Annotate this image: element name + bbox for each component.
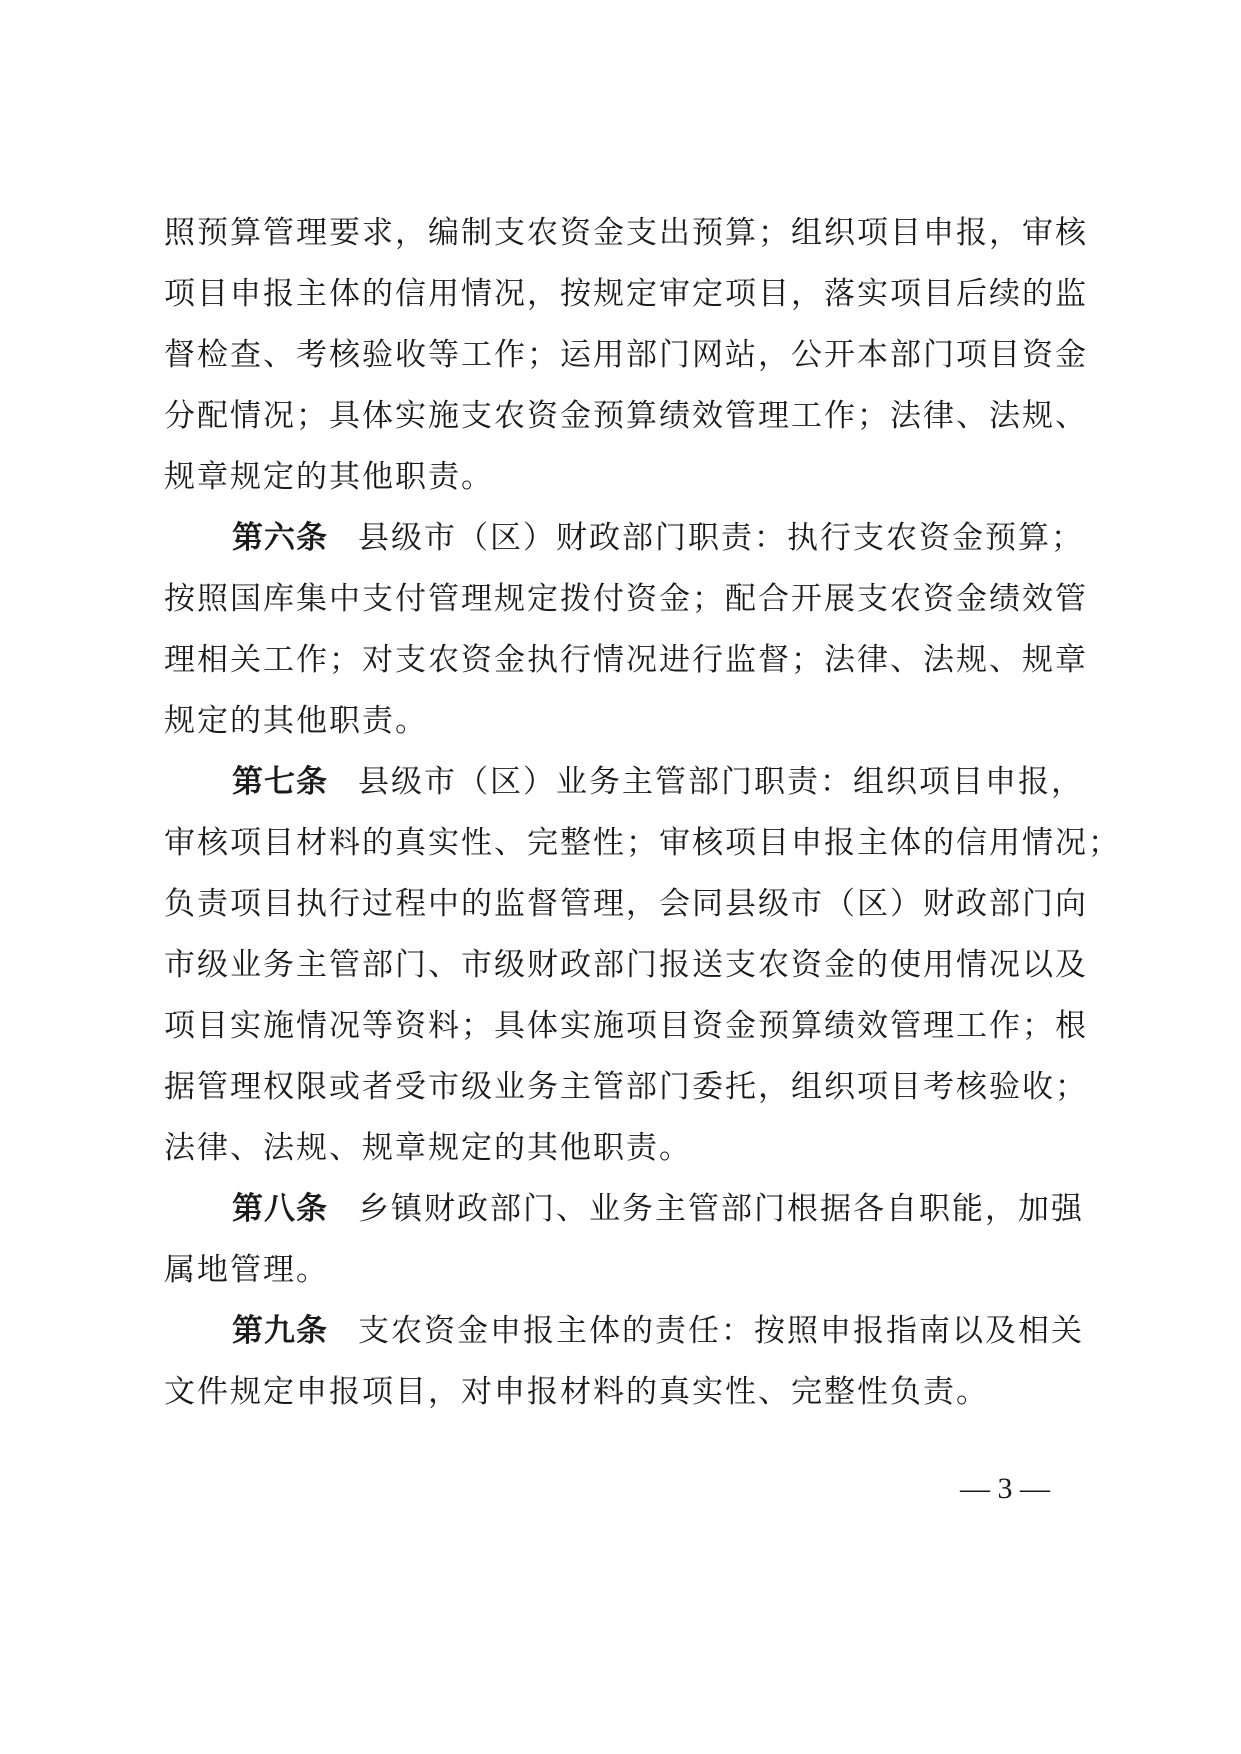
text-line: 照预算管理要求，编制支农资金支出预算；组织项目申报，审核 <box>164 215 1088 251</box>
text-line <box>164 752 1084 813</box>
text-line: 项目申报主体的信用情况，按规定审定项目，落实项目后续的监 <box>164 276 1088 312</box>
article-number: 第六条 <box>232 520 328 556</box>
paragraph-article-9 <box>164 1301 1084 1423</box>
document-body <box>164 203 1121 1423</box>
text-line: 审核项目材料的真实性、完整性；审核项目申报主体的信用情况； <box>164 825 1121 861</box>
article-number: 第七条 <box>232 764 328 800</box>
text-line: 理相关工作；对支农资金执行情况进行监督；法律、法规、规章 <box>164 642 1088 678</box>
text-span: 县级市（区）业务主管部门职责：组织项目申报， <box>358 764 1084 800</box>
text-line: 按照国库集中支付管理规定拨付资金；配合开展支农资金绩效管 <box>164 581 1088 617</box>
text-line: 负责项目执行过程中的监督管理，会同县级市（区）财政部门向 <box>164 886 1088 922</box>
text-line <box>164 1301 1084 1362</box>
text-span: 乡镇财政部门、业务主管部门根据各自职能，加强 <box>358 1191 1084 1227</box>
article-number: 第九条 <box>232 1313 328 1349</box>
text-line: 督检查、考核验收等工作；运用部门网站，公开本部门项目资金 <box>164 337 1088 373</box>
text-line: 规定的其他职责。 <box>164 703 428 739</box>
paragraph-article-7 <box>164 752 1121 1179</box>
text-line: 属地管理。 <box>164 1252 329 1288</box>
page-number: — 3 — <box>960 1472 1050 1505</box>
text-line: 项目实施情况等资料；具体实施项目资金预算绩效管理工作；根 <box>164 1008 1088 1044</box>
paragraph-article-6 <box>164 508 1088 752</box>
text-line: 规章规定的其他职责。 <box>164 459 494 495</box>
paragraph-article-8 <box>164 1179 1084 1301</box>
paragraph <box>164 203 1088 508</box>
text-line: 市级业务主管部门、市级财政部门报送支农资金的使用情况以及 <box>164 947 1088 983</box>
text-span: 县级市（区）财政部门职责：执行支农资金预算； <box>358 520 1084 556</box>
article-number: 第八条 <box>232 1191 328 1227</box>
text-line <box>164 508 1084 569</box>
text-line: 据管理权限或者受市级业务主管部门委托，组织项目考核验收； <box>164 1069 1088 1105</box>
text-line: 文件规定申报项目，对申报材料的真实性、完整性负责。 <box>164 1374 989 1410</box>
text-line: 分配情况；具体实施支农资金预算绩效管理工作；法律、法规、 <box>164 398 1088 434</box>
text-line <box>164 1179 1084 1240</box>
text-span: 支农资金申报主体的责任：按照申报指南以及相关 <box>358 1313 1084 1349</box>
text-line: 法律、法规、规章规定的其他职责。 <box>164 1130 692 1166</box>
